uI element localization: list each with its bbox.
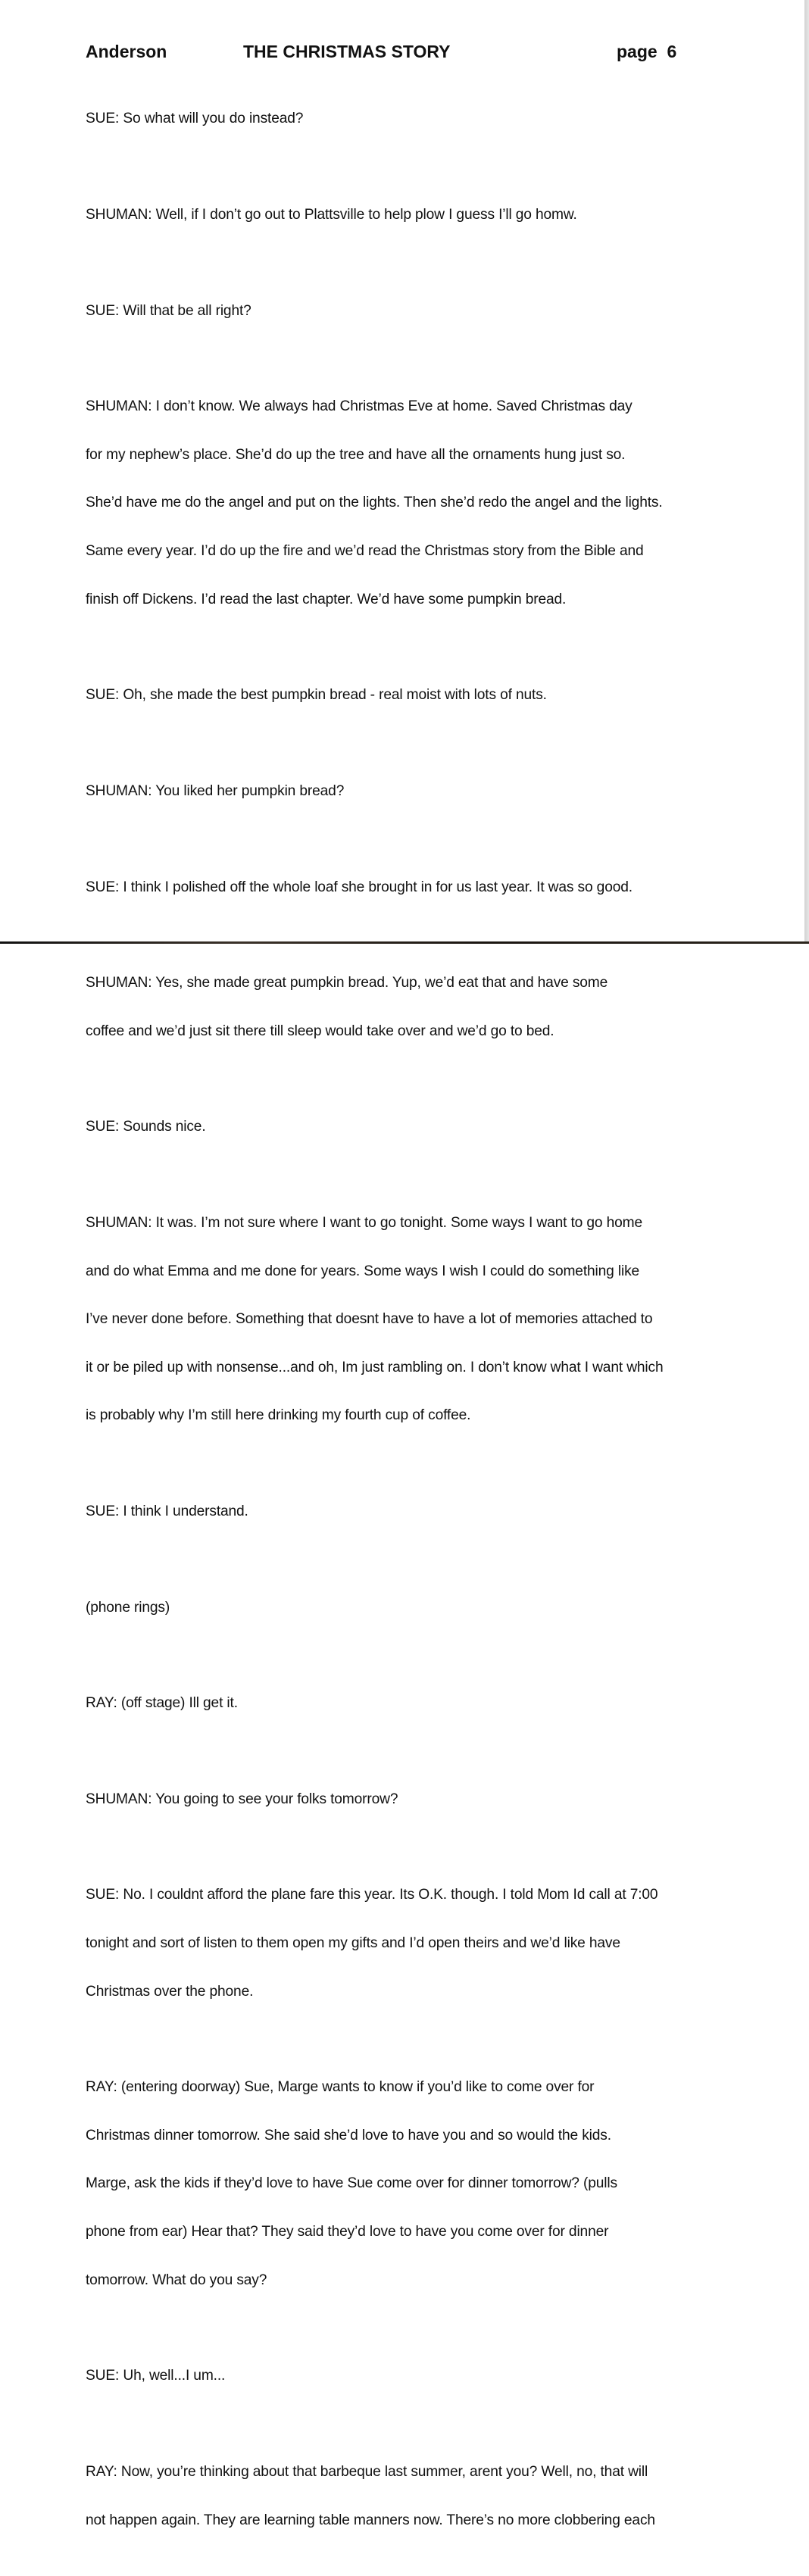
dialogue-sue-7 — [86, 1855, 714, 2031]
dialogue-sue-6 — [86, 1472, 714, 1552]
dialogue-line: SUE: Uh, well...I um... — [86, 2368, 226, 2384]
dialogue-line: I’ve never done before. Something that doesnt have to have a lot of memories attached to — [86, 1311, 653, 1328]
dialogue-line: SUE: I think I polished off the whole loaf she brought in for us last year. It was so good. — [86, 879, 633, 895]
dialogue-shuman-3 — [86, 751, 714, 831]
dialogue-line: not happen again. They are learning table manners now. There’s no more clobbering each — [86, 2512, 655, 2528]
dialogue-line: for my nephew’s place. She’d do up the tree and have all the ornaments hung just so. — [86, 446, 626, 463]
dialogue-ray-3 — [86, 2432, 714, 2561]
dialogue-sue-1 — [86, 79, 714, 159]
dialogue-line: SUE: I think I understand. — [86, 1503, 248, 1519]
dialogue-shuman-2 — [86, 367, 714, 639]
dialogue-line: tonight and sort of listen to them open my gifts and I’d open theirs and we’d like have — [86, 1935, 620, 1952]
dialogue-sue-8 — [86, 2336, 714, 2416]
page-header — [86, 40, 684, 63]
dialogue-line: SHUMAN: It was. I’m not sure where I want to go tonight. Some ways I want to go home — [86, 1214, 642, 1231]
page-edge-shadow — [804, 0, 809, 941]
stage-direction — [86, 1567, 714, 1647]
dialogue-line: SHUMAN: Well, if I don’t go out to Plattsville to help plow I guess I’ll go homw. — [86, 207, 577, 223]
dialogue-line: RAY: (off stage) Ill get it. — [86, 1695, 238, 1712]
dialogue-line: SUE: So what will you do instead? — [86, 111, 304, 127]
script-body — [86, 79, 714, 2576]
dialogue-line: SUE: Sounds nice. — [86, 1119, 206, 1135]
page-number: page 6 — [617, 42, 677, 61]
dialogue-line: RAY: (entering doorway) Sue, Marge wants to know if you’d like to come over for — [86, 2079, 595, 2096]
dialogue-line: Christmas dinner tomorrow. She said she’d love to have you and so would the kids. — [86, 2127, 611, 2144]
dialogue-line: coffee and we’d just sit there till sleep would take over and we’d go to bed. — [86, 1023, 554, 1039]
dialogue-line: tomorrow. What do you say? — [86, 2272, 267, 2288]
dialogue-line: and do what Emma and me done for years. Some ways I wish I could do something like — [86, 1263, 640, 1279]
dialogue-line: SHUMAN: You going to see your folks tomorrow? — [86, 1791, 398, 1807]
dialogue-shuman-6 — [86, 1759, 714, 1839]
dialogue-sue-3 — [86, 655, 714, 735]
dialogue-line: Marge, ask the kids if they’d love to have Sue come over for dinner tomorrow? (pulls — [86, 2175, 617, 2192]
dialogue-ray-1 — [86, 1663, 714, 1744]
author-name: Anderson — [86, 42, 167, 61]
dialogue-line: phone from ear) Hear that? They said they’d love to have you come over for dinner — [86, 2224, 609, 2240]
dialogue-line: She’d have me do the angel and put on the lights. Then she’d redo the angel and the lights. — [86, 495, 663, 511]
dialogue-shuman-1 — [86, 175, 714, 255]
dialogue-sue-5 — [86, 1087, 714, 1167]
dialogue-line: SHUMAN: You liked her pumpkin bread? — [86, 782, 345, 799]
dialogue-line: is probably why I’m still here drinking my fourth cup of coffee. — [86, 1407, 471, 1424]
dialogue-line: Same every year. I’d do up the fire and we’d read the Christmas story from the Bible and — [86, 543, 644, 560]
bottom-border — [0, 941, 809, 944]
stage-direction-line: (phone rings) — [86, 1599, 170, 1616]
dialogue-ray-2 — [86, 2047, 714, 2320]
dialogue-line: it or be piled up with nonsense...and oh, Im just rambling on. I don’t know what I want which — [86, 1359, 664, 1375]
dialogue-sue-4 — [86, 847, 714, 927]
dialogue-line: SUE: No. I couldnt afford the plane fare this year. Its O.K. though. I told Mom Id call at 7:00 — [86, 1887, 658, 1903]
dialogue-shuman-5 — [86, 1183, 714, 1456]
dialogue-line: Christmas over the phone. — [86, 1983, 254, 2000]
dialogue-line: SUE: Oh, she made the best pumpkin bread - real moist with lots of nuts. — [86, 687, 547, 704]
dialogue-line: SUE: Will that be all right? — [86, 302, 251, 319]
dialogue-line: finish off Dickens. I’d read the last chapter. We’d have some pumpkin bread. — [86, 591, 567, 607]
dialogue-line: SHUMAN: Yes, she made great pumpkin bread. Yup, we’d eat that and have some — [86, 975, 608, 991]
dialogue-sue-2 — [86, 270, 714, 351]
dialogue-shuman-4 — [86, 943, 714, 1072]
document-title: THE CHRISTMAS STORY — [243, 42, 451, 61]
dialogue-line: SHUMAN: I don’t know. We always had Christmas Eve at home. Saved Christmas day — [86, 398, 633, 415]
dialogue-line: RAY: Now, you’re thinking about that barbeque last summer, arent you? Well, no, that will — [86, 2463, 648, 2480]
